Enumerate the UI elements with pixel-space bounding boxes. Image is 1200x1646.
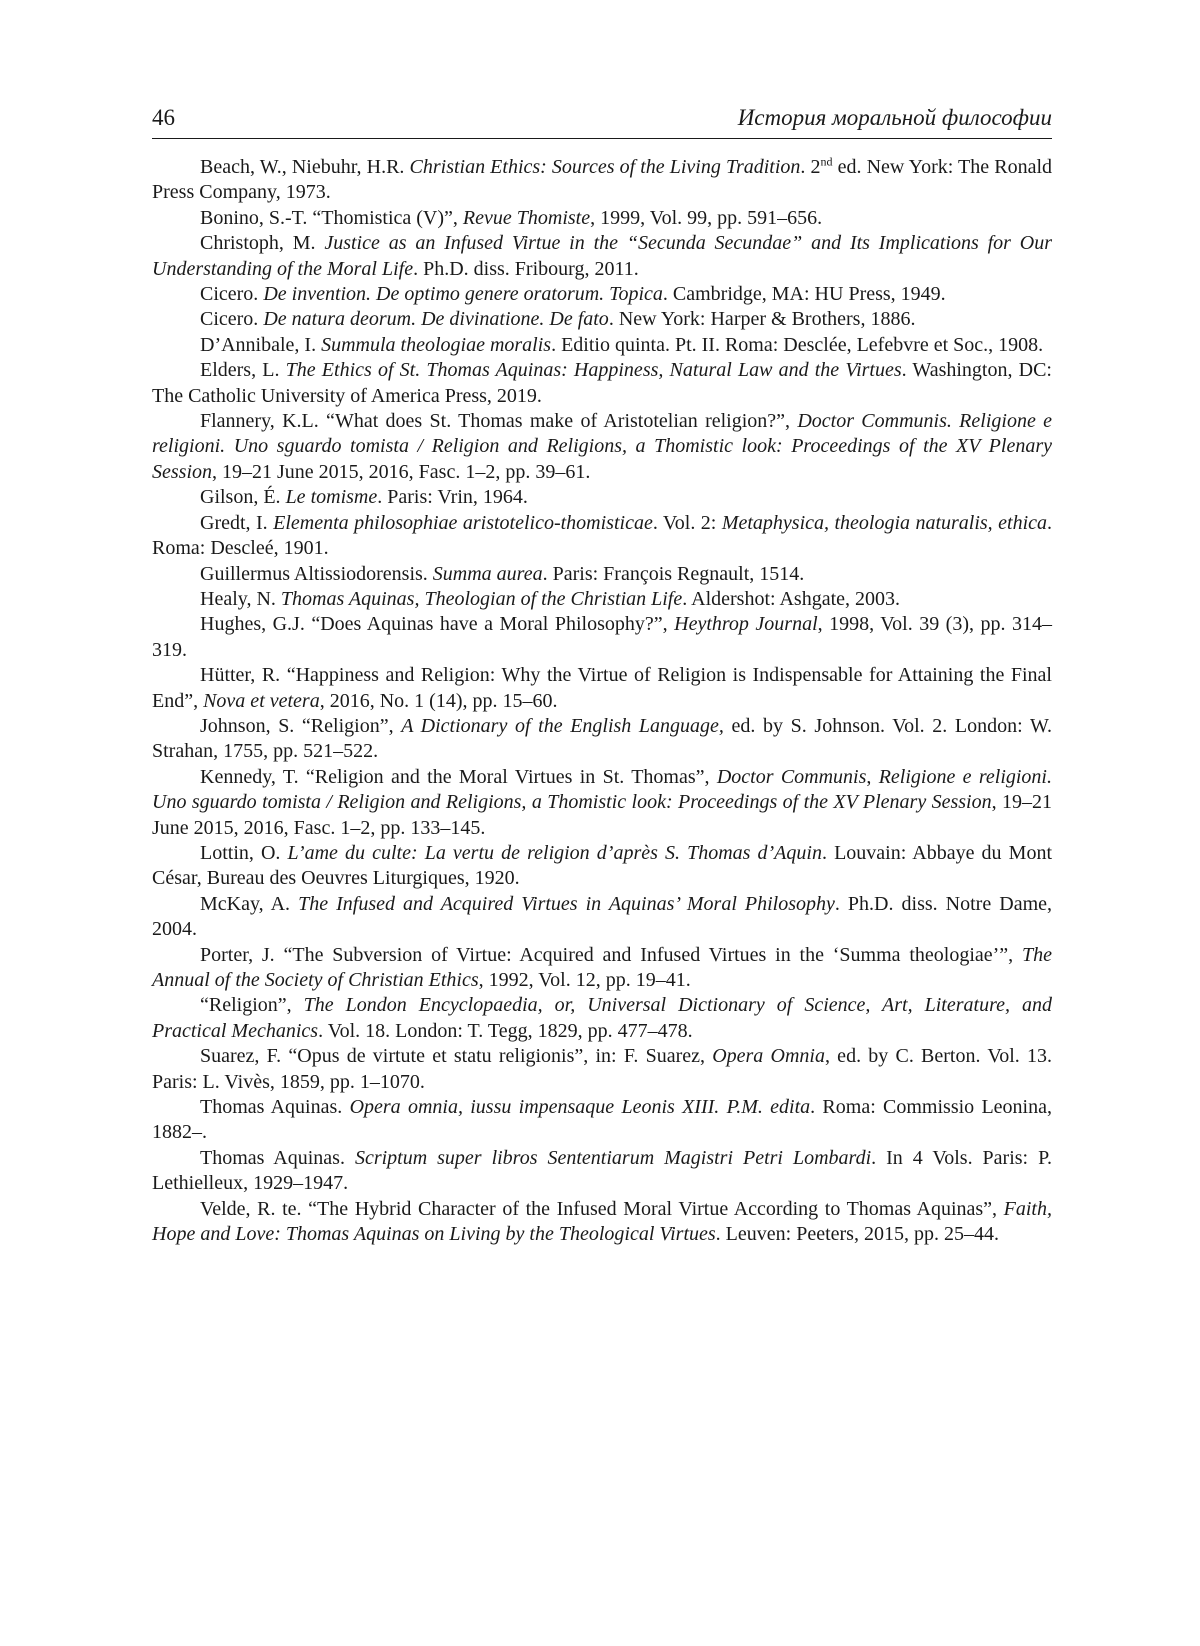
entry-title-text: Opera omnia, iussu impensaque Leonis XIII. P.M. edita: [349, 1096, 811, 1119]
bibliography-entry: [152, 943, 1052, 994]
entry-title-text: The Infused and Acquired Virtues in Aquinas’ Moral Philosophy: [298, 892, 835, 915]
entry-text: Porter, J. “The Subversion of Virtue: Acquired and Infused Virtues in the ‘Summa theologiae’”,: [200, 943, 1022, 966]
entry-text: Suarez, F. “Opus de virtute et statu religionis”, in: F. Suarez,: [200, 1045, 713, 1068]
entry-title-text: The Annual of the Society of Christian Ethics: [152, 943, 1052, 991]
entry-text: Guillermus Altissiodorensis.: [200, 562, 433, 585]
entry-text: . Vol. 2:: [652, 511, 722, 534]
entry-title-text: A Dictionary of the English Language,: [401, 714, 724, 737]
bibliography-entry: [152, 892, 1052, 943]
entry-text: Thomas Aquinas.: [200, 1096, 350, 1119]
entry-text: . New York: Harper & Brothers, 1886.: [608, 308, 916, 331]
bibliography-entry: [152, 358, 1052, 409]
entry-text: . Editio quinta. Pt. II. Roma: Desclée, Lefebvre et Soc., 1908.: [551, 333, 1044, 356]
running-header: [152, 104, 1052, 139]
entry-text: ed. New York: The Ronald Press Company, 1973.: [152, 156, 1053, 204]
entry-title-text: The London Encyclopaedia, or, Universal Dictionary of Science, Art, Literature, and Practical Mechanics: [152, 994, 1052, 1042]
entry-title-text: Heythrop Journal: [674, 613, 818, 636]
entry-text: , 1998, Vol. 39 (3), pp. 314–319.: [152, 613, 1052, 661]
entry-text: Kennedy, T. “Religion and the Moral Virtues in St. Thomas”,: [200, 765, 717, 788]
entry-title-text: Revue Thomiste: [462, 206, 591, 229]
entry-text: Velde, R. te. “The Hybrid Character of the Infused Moral Virtue According to Thomas Aquinas”,: [200, 1197, 1004, 1220]
entry-title-text: Christian Ethics: Sources of the Living Tradition: [409, 156, 801, 178]
entry-text: Beach, W., Niebuhr, H.R.: [200, 156, 410, 178]
entry-title-text: Metaphysica, theologia naturalis, ethica: [721, 511, 1048, 534]
entry-title-text: Summula theologiae moralis: [321, 333, 552, 356]
entry-text: D’Annibale, I.: [200, 333, 322, 356]
entry-text: nd: [820, 154, 833, 169]
bibliography-entry: [152, 307, 1052, 332]
entry-text: , 1999, Vol. 99, pp. 591–656.: [590, 206, 823, 229]
entry-text: Healy, N.: [200, 587, 281, 610]
bibliography-entry: [152, 663, 1052, 714]
entry-text: , ed. by C. Berton. Vol. 13. Paris: L. Vivès, 1859, pp. 1–1070.: [152, 1045, 1052, 1093]
bibliography-entry: [152, 1146, 1052, 1197]
entry-text: . Paris: François Regnault, 1514.: [542, 562, 805, 585]
entry-title-text: Religione e religioni. Uno sguardo tomista / Religion and Religions, a Thomistic look: Proceedings of the XV Plenary Session: [152, 765, 1052, 814]
bibliography-entry: [152, 206, 1052, 231]
entry-text: Gredt, I.: [200, 511, 274, 534]
entry-title-text: Faith, Hope and Love: Thomas Aquinas on Living by the Theological Virtues: [152, 1197, 1052, 1246]
entry-title-text: Doctor Communis: [716, 765, 867, 788]
entry-text: , 1992, Vol. 12, pp. 19–41.: [478, 969, 691, 991]
entry-text: Lottin, O.: [200, 841, 288, 864]
entry-title-text: Opera Omnia: [712, 1045, 825, 1068]
entry-text: Hütter, R. “Happiness and Religion: Why the Virtue of Religion is Indispensable for Attaining the Final End”,: [152, 664, 1052, 712]
entry-text: . Roma: Descleé, 1901.: [152, 511, 1053, 560]
bibliography-entry: [152, 1095, 1052, 1146]
bibliography-entry: [152, 587, 1052, 612]
entry-text: . 2: [800, 156, 821, 178]
entry-text: ,: [866, 765, 879, 788]
entry-title-text: Nova et vetera: [203, 689, 320, 712]
entry-text: Johnson, S. “Religion”,: [200, 714, 402, 737]
entry-text: Elders, L.: [200, 359, 286, 382]
entry-title-text: Scriptum super libros Sententiarum Magistri Petri Lombardi: [354, 1146, 872, 1169]
entry-text: Bonino, S.-T. “Thomistica (V)”,: [200, 206, 463, 229]
entry-text: Thomas Aquinas.: [200, 1146, 355, 1169]
entry-text: . Paris: Vrin, 1964.: [377, 486, 528, 509]
entry-text: . Louvain: Abbaye du Mont César, Bureau des Oeuvres Liturgiques, 1920.: [152, 841, 1052, 890]
entry-title-text: Summa aurea: [432, 562, 543, 585]
bibliography-entry: [152, 612, 1052, 663]
bibliography-list: [152, 155, 1052, 1247]
bibliography-entry: [152, 282, 1052, 307]
entry-title-text: Thomas Aquinas, Theologian of the Christian Life: [280, 587, 683, 610]
bibliography-entry: [152, 1044, 1052, 1095]
entry-text: . Roma: Commissio Leonina, 1882–.: [152, 1096, 1052, 1144]
entry-text: , 19–21 June 2015, 2016, Fasc. 1–2, pp. 39–61.: [212, 460, 591, 483]
entry-text: Gilson, É.: [200, 486, 286, 509]
bibliography-entry: [152, 562, 1052, 587]
entry-text: “Religion”,: [200, 994, 304, 1017]
bibliography-entry: [152, 993, 1052, 1044]
page-number: 46: [152, 105, 175, 130]
entry-title-text: L’ame du culte: La vertu de religion d’après S. Thomas d’Aquin: [287, 841, 822, 864]
entry-text: ed. by S. Johnson. Vol. 2. London: W. Strahan, 1755, pp. 521–522.: [152, 714, 1052, 763]
entry-text: . Ph.D. diss. Notre Dame, 2004.: [152, 892, 1053, 941]
entry-text: , 2016, No. 1 (14), pp. 15–60.: [319, 689, 558, 712]
bibliography-entry: [152, 485, 1052, 510]
bibliography-entry: [152, 511, 1052, 562]
running-title: История моральной философии: [737, 105, 1052, 130]
bibliography-entry: [152, 155, 1052, 206]
entry-text: Christoph, M.: [200, 232, 325, 255]
entry-title-text: Le tomisme: [285, 486, 378, 509]
bibliography-entry: [152, 1197, 1052, 1248]
entry-text: . In 4 Vols. Paris: P. Lethielleux, 1929–1947.: [152, 1146, 1052, 1195]
bibliography-entry: [152, 409, 1052, 485]
entry-text: . Vol. 18. London: T. Tegg, 1829, pp. 477–478.: [318, 1019, 693, 1042]
entry-text: . Aldershot: Ashgate, 2003.: [682, 587, 901, 610]
entry-title-text: The Ethics of St. Thomas Aquinas: Happiness, Natural Law and the Virtues: [285, 359, 902, 382]
bibliography-entry: [152, 333, 1052, 358]
entry-text: . Washington, DC: The Catholic University of America Press, 2019.: [152, 359, 1052, 407]
entry-text: . Ph.D. diss. Fribourg, 2011.: [413, 257, 639, 280]
entry-text: Hughes, G.J. “Does Aquinas have a Moral Philosophy?”,: [200, 613, 675, 636]
entry-text: , 19–21 June 2015, 2016, Fasc. 1–2, pp. 133–145.: [152, 791, 1053, 839]
entry-text: McKay, A.: [200, 892, 299, 915]
entry-text: . Cambridge, MA: HU Press, 1949.: [662, 283, 946, 306]
entry-title-text: De invention. De optimo genere oratorum. Topica: [263, 283, 663, 306]
entry-title-text: De natura deorum. De divinatione. De fato: [263, 308, 609, 331]
bibliography-entry: [152, 765, 1052, 841]
entry-title-text: Doctor Communis. Religione e religioni. Uno sguardo tomista / Religion and Religions, a Thomistic look: Proceedings of the XV Plenary Session: [152, 410, 1052, 483]
entry-title-text: Elementa philosophiae aristotelico-thomisticae: [273, 511, 653, 534]
bibliography-entry: [152, 714, 1052, 765]
bibliography-entry: [152, 231, 1052, 282]
entry-text: Flannery, K.L. “What does St. Thomas make of Aristotelian religion?”,: [200, 410, 798, 433]
entry-text: Cicero.: [200, 308, 264, 331]
entry-text: . Leuven: Peeters, 2015, pp. 25–44.: [715, 1223, 999, 1246]
bibliography-entry: [152, 841, 1052, 892]
entry-title-text: Justice as an Infused Virtue in the “Secunda Secundae” and Its Implications for Our Understanding of the Moral Life: [152, 232, 1052, 280]
entry-text: Cicero.: [200, 283, 264, 306]
